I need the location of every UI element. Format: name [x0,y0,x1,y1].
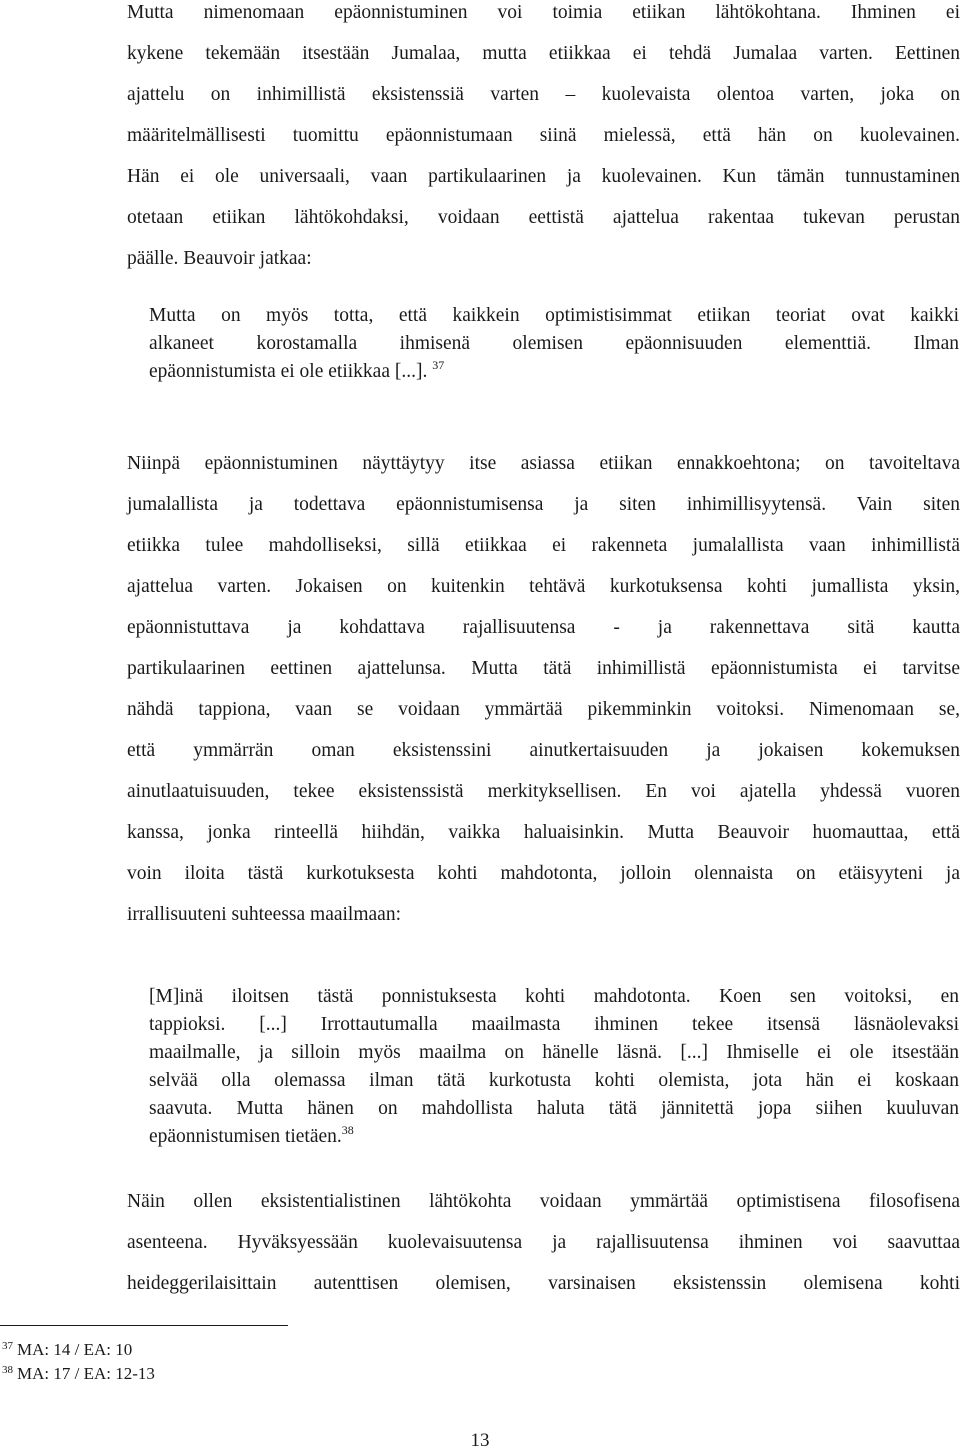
para2-line: partikulaarinen eettinen ajattelunsa. Mutta tätä inhimillistä epäonnistumista ei tarvitse [127,658,960,679]
quote1-line-last [149,358,959,383]
para1-line: Mutta nimenomaan epäonnistuminen voi toimia etiikan lähtökohtana. Ihminen ei [127,2,960,23]
para1-line: Hän ei ole universaali, vaan partikulaarinen ja kuolevainen. Kun tämän tunnustaminen [127,166,960,187]
quote2-line: selvää olla olemassa ilman tätä kurkotusta kohti olemista, jota hän ei koskaan [149,1070,959,1091]
footnote-number: 37 [2,1340,13,1352]
quote2-text: epäonnistumisen tietäen. [149,1126,342,1147]
quote2-line: [M]inä iloitsen tästä ponnistuksesta kohti mahdotonta. Koen sen voitoksi, en [149,986,959,1007]
para2-line: voin iloita tästä kurkotuksesta kohti mahdotonta, jolloin olennaista on etäisyyteni ja [127,863,960,884]
para2-line: jumalallista ja todettava epäonnistumisensa ja siten inhimillisyytensä. Vain siten [127,494,960,515]
para2-line: Niinpä epäonnistuminen näyttäytyy itse asiassa etiikan ennakkoehtona; on tavoiteltava [127,453,960,474]
para3-line: Näin ollen eksistentialistinen lähtökohta voidaan ymmärtää optimistisena filosofisena [127,1191,960,1212]
quote1-line: alkaneet korostamalla ihmisenä olemisen epäonnisuuden elementtiä. Ilman [149,333,959,354]
quote2-line: tappioksi. [...] Irrottautumalla maailmasta ihminen tekee itsensä läsnäolevaksi [149,1014,959,1035]
para2-line: ajattelua varten. Jokaisen on kuitenkin tehtävä kurkotuksensa kohti jumallista yksin, [127,576,960,597]
quote2-line: saavuta. Mutta hänen on mahdollista haluta tätä jännitettä jopa siihen kuuluvan [149,1098,959,1119]
quote1-text: epäonnistumista ei ole etiikkaa [...]. [149,361,428,382]
para1-line: ajattelu on inhimillistä eksistenssiä varten – kuolevaista olentoa varten, joka on [127,84,960,105]
para2-line: nähdä tappiona, vaan se voidaan ymmärtää pikemminkin voitoksi. Nimenomaan se, [127,699,960,720]
footnote-ref-37: 37 [432,358,445,372]
para2-line: kanssa, jonka rinteellä hiihdän, vaikka haluaisinkin. Mutta Beauvoir huomauttaa, että [127,822,960,843]
para2-line: epäonnistuttava ja kohdattava rajallisuutensa - ja rakennettava sitä kautta [127,617,960,638]
footnote-number: 38 [2,1364,13,1376]
quote2-line: maailmalle, ja silloin myös maailma on hänelle läsnä. [...] Ihmiselle ei ole itsestään [149,1042,959,1063]
para2-line: etiikka tulee mahdolliseksi, sillä etiikkaa ei rakenneta jumalallista vaan inhimillistä [127,535,960,556]
footnote-text: MA: 14 / EA: 10 [17,1340,133,1359]
quote1-line: Mutta on myös totta, että kaikkein optimistisimmat etiikan teoriat ovat kaikki [149,305,959,326]
footnote-text: MA: 17 / EA: 12-13 [17,1364,155,1383]
footnote-separator [0,1325,288,1326]
para3-line: asenteena. Hyväksyessään kuolevaisuutensa ja rajallisuutensa ihminen voi saavuttaa [127,1232,960,1253]
footnote-38 [2,1364,155,1384]
para1-line: määritelmällisesti tuomittu epäonnistumaan siinä mielessä, että hän on kuolevainen. [127,125,960,146]
footnote-37 [2,1340,132,1360]
quote2-line-last [149,1123,959,1148]
para1-line: kykene tekemään itsestään Jumalaa, mutta etiikkaa ei tehdä Jumalaa varten. Eettinen [127,43,960,64]
para1-line: otetaan etiikan lähtökohdaksi, voidaan eettistä ajattelua rakentaa tukevan perustan [127,207,960,228]
footnote-ref-38: 38 [341,1123,354,1137]
para2-line: että ymmärrän oman eksistenssini ainutkertaisuuden ja jokaisen kokemuksen [127,740,960,761]
page-number: 13 [470,1430,490,1451]
para2-line: ainutlaatuisuuden, tekee eksistenssistä merkityksellisen. En voi ajatella yhdessä vuoren [127,781,960,802]
para3-line: heideggerilaisittain autenttisen olemisen, varsinaisen eksistenssin olemisena kohti [127,1273,960,1294]
para1-line: päälle. Beauvoir jatkaa: [127,248,312,269]
para2-line: irrallisuuteni suhteessa maailmaan: [127,904,401,925]
